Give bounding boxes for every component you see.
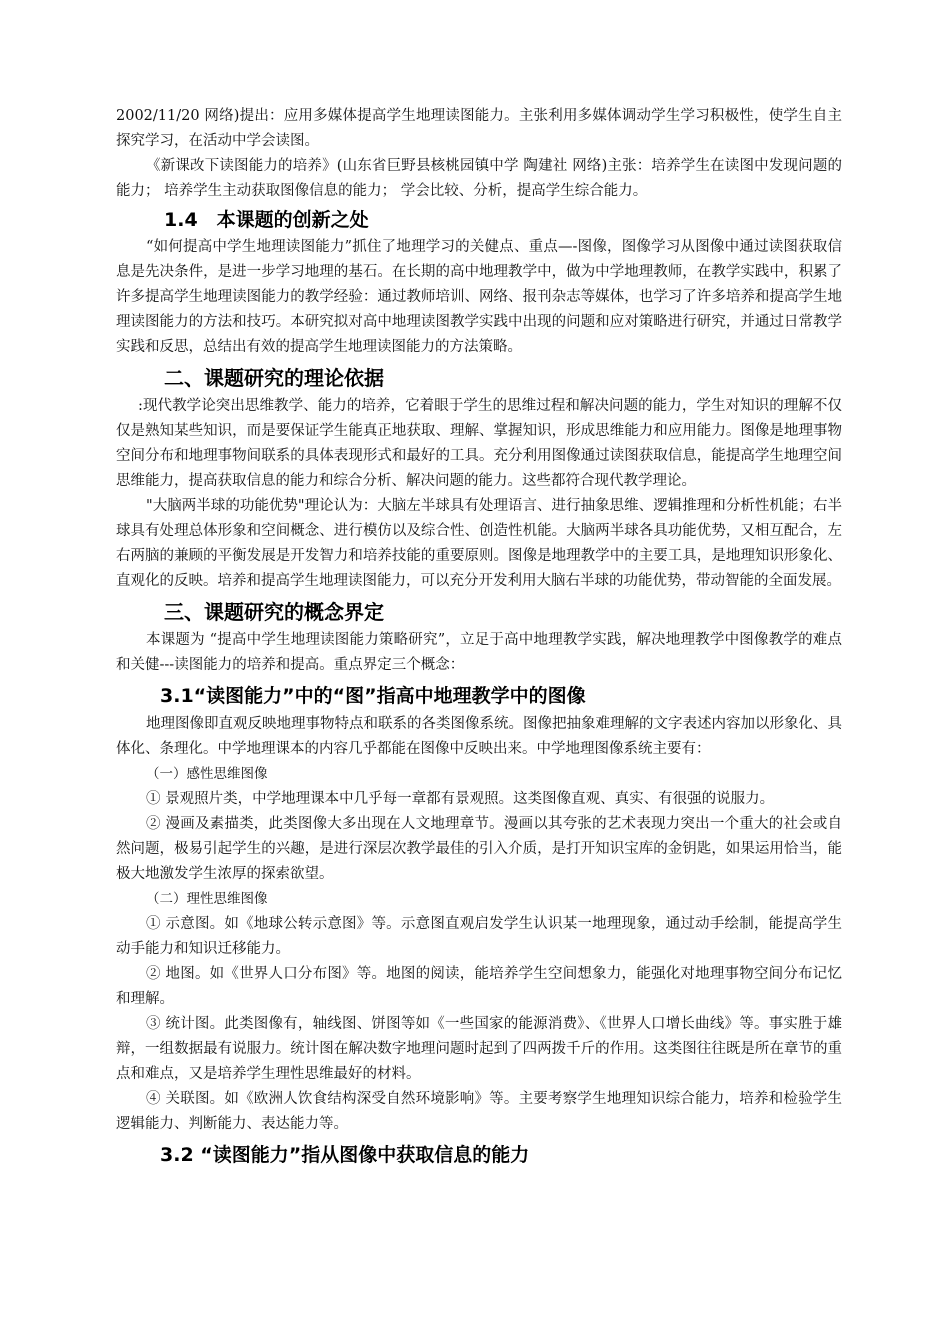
- paragraph-3: “如何提高中学生地理读图能力”抓住了地理学习的关健点、重点—-图像，图像学习从图像中通过读图获取信息是先决条件，是进一步学习地理的基石。在长期的高中地理教学中，做为中学地理教师，在教学实践中，积累了许多提高学生地理读图能力的教学经验：通过教师培训、网络、报刊杂志等媒体，也学习了许多培养和提高学生地理读图能力的方法和技巧。本研究拟对高中地理读图教学实践中出现的问题和应对策略进行研究，并通过日常教学实践和反思，总结出有效的提高学生地理读图能力的方法策略。: [116, 239, 842, 355]
- paragraph-7: 地理图像即直观反映地理事物特点和联系的各类图像系统。图像把抽象难理解的文字表述内容加以形象化、具体化、条理化。中学地理课本的内容几乎都能在图像中反映出来。中学地理图像系统主要有：: [116, 716, 842, 757]
- paragraph-6: 本课题为 “提高中学生地理读图能力策略研究”，立足于高中地理教学实践，解决地理教学中图像教学的难点和关健---读图能力的培养和提高。重点界定三个概念：: [116, 632, 842, 673]
- paragraph-14: ③ 统计图。此类图像有，轴线图、饼图等如《一些国家的能源消费》、《世界人口增长曲线》等。事实胜于雄辩，一组数据最有说服力。统计图在解决数字地理问题时起到了四两拨千斤的作用。这类图往往既是所在章节的重点和难点，又是培养学生理性思维最好的材料。: [116, 1016, 842, 1082]
- paragraph-13: ② 地图。如《世界人口分布图》等。地图的阅读，能培养学生空间想象力，能强化对地理事物空间分布记忆和理解。: [116, 966, 842, 1007]
- heading-3-2: 3.2 “读图能力”指从图像中获取信息的能力: [160, 1144, 530, 1166]
- paragraph-1: 2002/11/20 网络)提出：应用多媒体提高学生地理读图能力。主张利用多媒体调动学生学习积极性，使学生自主探究学习，在活动中学会读图。: [116, 108, 842, 149]
- heading-3-1: 3.1“读图能力”中的“图”指高中地理教学中的图像: [160, 685, 586, 707]
- heading-2: 二、课题研究的理论依据: [164, 366, 384, 390]
- paragraph-2: 《新课改下读图能力的培养》(山东省巨野县核桃园镇中学 陶建社 网络)主张：培养学生在读图中发现问题的能力； 培养学生主动获取图像信息的能力； 学会比较、分析，提高学生综合能力。: [116, 158, 842, 199]
- heading-1-4: 1.4 本课题的创新之处: [164, 209, 369, 231]
- paragraph-5: "大脑两半球的功能优势"理论认为：大脑左半球具有处理语言、进行抽象思维、逻辑推理和分析性机能；右半球具有处理总体形象和空间概念、进行模仿以及综合性、创造性机能。大脑两半球各具功能优势，又相互配合，左右两脑的兼顾的平衡发展是开发智力和培养技能的重要原则。图像是地理教学中的主要工具，是地理知识形象化、直观化的反映。培养和提高学生地理读图能力，可以充分开发利用大脑右半球的功能优势，带动智能的全面发展。: [116, 498, 842, 589]
- document-page: [116, 104, 842, 1171]
- paragraph-15: ④ 关联图。如《欧洲人饮食结构深受自然环境影响》等。主要考察学生地理知识综合能力，培养和检验学生逻辑能力、判断能力、表达能力等。: [116, 1091, 842, 1132]
- paragraph-12: ① 示意图。如《地球公转示意图》等。示意图直观启发学生认识某一地理现象，通过动手绘制，能提高学生动手能力和知识迁移能力。: [116, 916, 842, 957]
- paragraph-11: （二）理性思维图像: [146, 891, 268, 907]
- paragraph-8: （一）感性思维图像: [146, 766, 268, 782]
- paragraph-9: ① 景观照片类，中学地理课本中几乎每一章都有景观照。这类图像直观、真实、有很强的说服力。: [146, 791, 775, 807]
- heading-3: 三、课题研究的概念界定: [164, 600, 384, 624]
- paragraph-10: ② 漫画及素描类，此类图像大多出现在人文地理章节。漫画以其夸张的艺术表现力突出一个重大的社会或自然问题，极易引起学生的兴趣，是进行深层次教学最佳的引入介质，是打开知识宝库的金钥匙，如果运用恰当，能极大地激发学生浓厚的探索欲望。: [116, 816, 842, 882]
- paragraph-4: :现代教学论突出思维教学、能力的培养，它着眼于学生的思维过程和解决问题的能力，学生对知识的理解不仅仅是熟知某些知识，而是要保证学生能真正地获取、理解、掌握知识，形成思维能力和应用能力。图像是地理事物空间分布和地理事物间联系的具体表现形式和最好的工具。充分利用图像通过读图获取信息，能提高学生地理空间思维能力，提高获取信息的能力和综合分析、解决问题的能力。这些都符合现代教学理论。: [116, 398, 842, 489]
